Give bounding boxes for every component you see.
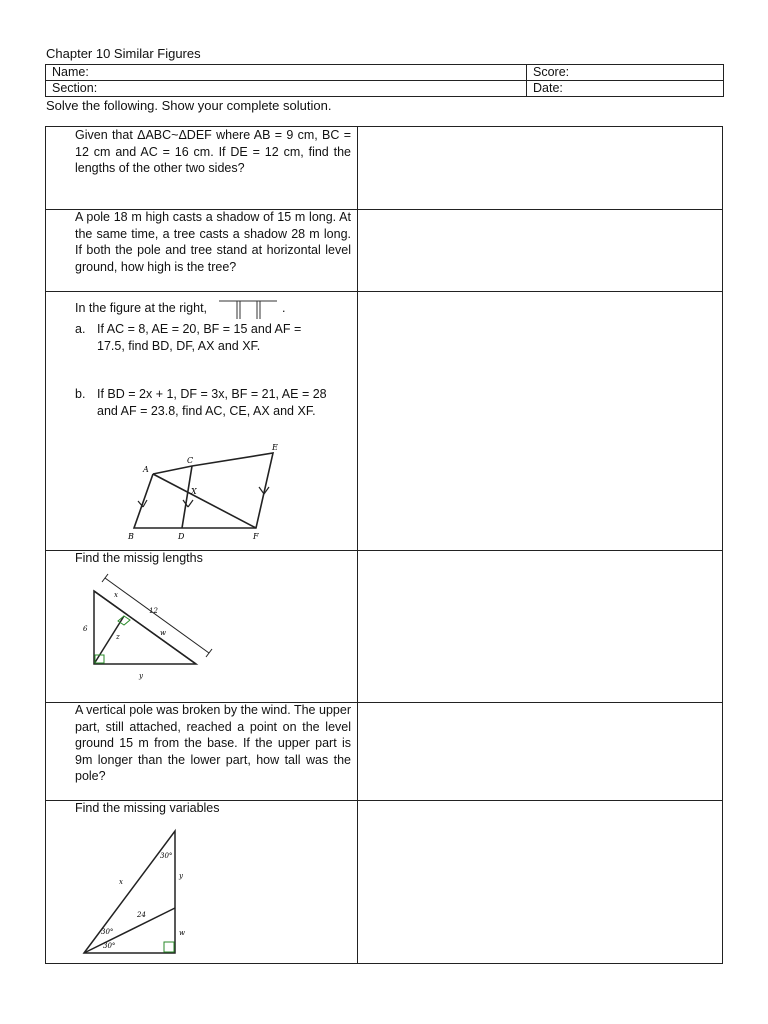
section-field[interactable]: Section: [46,81,527,97]
problem-3-intro-text: In the figure at the right, [75,301,208,315]
problem-3a [75,321,331,354]
label-24: 24 [137,911,146,919]
angle-lower: 30° [103,942,116,950]
label-12: 12 [149,607,158,615]
date-field[interactable]: Date: [527,81,724,97]
problem-3b-text: If BD = 2x + 1, DF = 3x, BF = 21, AE = 28 and AF = 23.8, find AC, CE, AX and XF. [97,387,327,418]
name-field[interactable]: Name: [46,65,527,81]
problem-6: Find the missing variables [75,801,220,815]
problem-3b-label: b. [75,387,86,401]
label-w: w [160,629,166,637]
label-E: E [272,443,278,452]
label-w: w [179,929,185,937]
label-X: X [191,487,197,496]
page-title: Chapter 10 Similar Figures [46,46,201,61]
score-field[interactable]: Score: [527,65,724,81]
problem-3b [75,386,343,419]
triangle-angles-figure [79,820,229,960]
problem-2: A pole 18 m high casts a shadow of 15 m long. At the same time, a tree casts a shadow 28 m long. If both the pole and tree stand at horizontal level ground, how high is the tree? [75,210,351,274]
parallel-lines-symbol [215,298,279,320]
problem-5: A vertical pole was broken by the wind. The upper part, still attached, reached a point on the level ground 15 m from the base. If the upper part is 9m longer than the lower part, how tall was the pole? [75,703,351,783]
label-x: x [114,591,118,599]
label-z: z [116,633,120,641]
label-y: y [139,672,143,680]
problem-3-intro: In the figure at the right, . [75,298,351,320]
label-B: B [128,532,134,541]
student-info-table [45,64,724,97]
problem-3a-text: If AC = 8, AE = 20, BF = 15 and AF = 17.5, find BD, DF, AX and XF. [97,322,302,353]
right-triangle-figure [79,569,219,684]
column-divider [357,127,358,963]
angle-upper: 30° [101,928,114,936]
label-D: D [178,532,185,541]
label-y: y [179,872,183,880]
angle-top: 30° [160,852,173,860]
row-divider [46,291,722,292]
label-x: x [119,878,123,886]
problem-4: Find the missig lengths [75,551,203,565]
label-A: A [143,465,149,474]
label-6: 6 [83,625,88,633]
label-F: F [253,532,259,541]
instructions: Solve the following. Show your complete solution. [46,98,332,113]
problem-1: Given that ΔABC~ΔDEF where AB = 9 cm, BC = 12 cm and AC = 16 cm. If DE = 12 cm, find the lengths of the other two sides? [75,128,351,175]
label-C: C [187,456,194,465]
problem-3a-label: a. [75,322,86,336]
problems-table [45,126,723,964]
parallel-lines-figure [126,442,286,542]
